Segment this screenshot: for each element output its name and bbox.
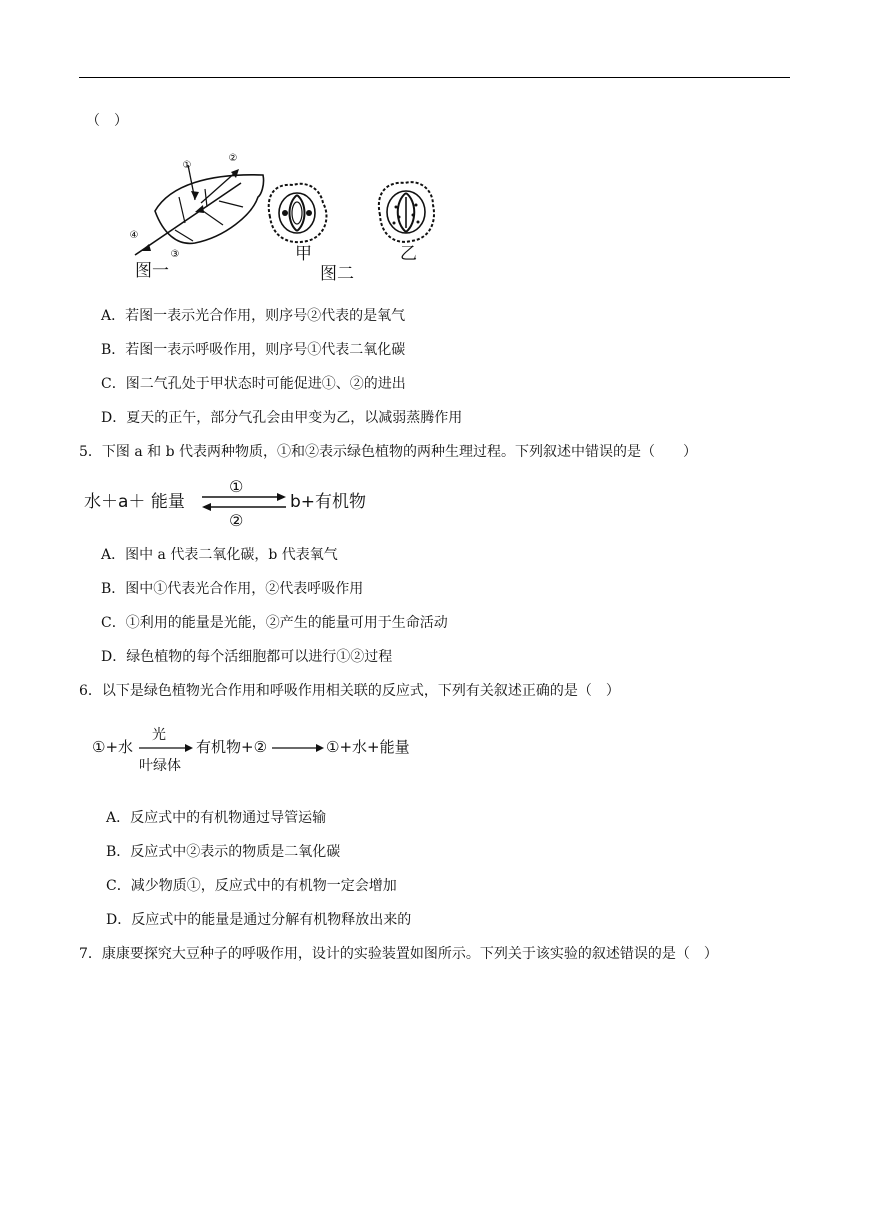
q5-formula-left: 水＋a＋ 能量: [84, 492, 185, 512]
figure-one-label: 图一: [135, 261, 169, 281]
svg-text:①: ①: [182, 160, 192, 171]
q5-formula-right: b+有机物: [290, 492, 367, 512]
q5-option-b: B．图中①代表光合作用，②代表呼吸作用: [101, 581, 364, 597]
header-rule: [79, 77, 790, 78]
q4-option-b: B．若图一表示呼吸作用，则序号①代表二氧化碳: [101, 342, 406, 358]
q4-option-c: C．图二气孔处于甲状态时可能促进①、②的进出: [101, 376, 406, 392]
marker-2: [229, 153, 238, 164]
svg-text:④: ④: [129, 230, 139, 241]
q5-arrow-bottom-label: ②: [229, 511, 244, 530]
q6-eq-condition-chloroplast: 叶绿体: [139, 758, 181, 774]
marker-4: [130, 230, 139, 241]
marker-3: [171, 249, 180, 260]
q6-arrow-photosynthesis: [137, 741, 195, 755]
q6-eq-condition-light: 光: [152, 727, 166, 743]
stoma-b-label: 乙: [400, 244, 417, 264]
q5-double-arrow: [198, 477, 290, 527]
q5-option-d: D．绿色植物的每个活细胞都可以进行①②过程: [101, 649, 393, 665]
q6-eq-products: 有机物+②: [196, 738, 268, 756]
q6-option-c: C．减少物质①，反应式中的有机物一定会增加: [106, 878, 397, 894]
q6-option-b: B．反应式中②表示的物质是二氧化碳: [106, 844, 341, 860]
q5-option-a: A．图中 a 代表二氧化碳，b 代表氧气: [101, 547, 338, 563]
q6-arrow-respiration: [270, 741, 326, 755]
q6-eq-reactants: ①+水: [92, 738, 134, 756]
stoma-open-diagram: [269, 184, 327, 242]
q4-option-a: A．若图一表示光合作用，则序号②代表的是氧气: [101, 308, 406, 324]
q6-option-d: D．反应式中的能量是通过分解有机物释放出来的: [106, 912, 412, 928]
q6-eq-respiration-products: ①+水+能量: [326, 738, 410, 756]
q5-arrow-top-label: ①: [229, 477, 244, 496]
q5-option-c: C．①利用的能量是光能，②产生的能量可用于生命活动: [101, 615, 448, 631]
figure-two-label: 图二: [320, 264, 354, 284]
q4-option-d: D．夏天的正午，部分气孔会由甲变为乙，以减弱蒸腾作用: [101, 410, 463, 426]
stoma-a-label: 甲: [295, 244, 312, 264]
q6-option-a: A．反应式中的有机物通过导管运输: [106, 810, 327, 826]
q5-stem: 5．下图 a 和 b 代表两种物质，①和②表示绿色植物的两种生理过程。下列叙述中错误的是（ ）: [79, 444, 698, 460]
q7-stem: 7．康康要探究大豆种子的呼吸作用，设计的实验装置如图所示。下列关于该实验的叙述错误的是（ ）: [79, 946, 718, 962]
stoma-closed-diagram: [379, 182, 434, 242]
marker-1: [183, 160, 192, 171]
svg-text:③: ③: [170, 249, 180, 260]
leaf-diagram: [135, 165, 264, 255]
answer-paren: （ ）: [86, 113, 128, 129]
svg-text:②: ②: [228, 153, 238, 164]
q6-stem: 6．以下是绿色植物光合作用和呼吸作用相关联的反应式，下列有关叙述正确的是（ ）: [79, 683, 620, 699]
